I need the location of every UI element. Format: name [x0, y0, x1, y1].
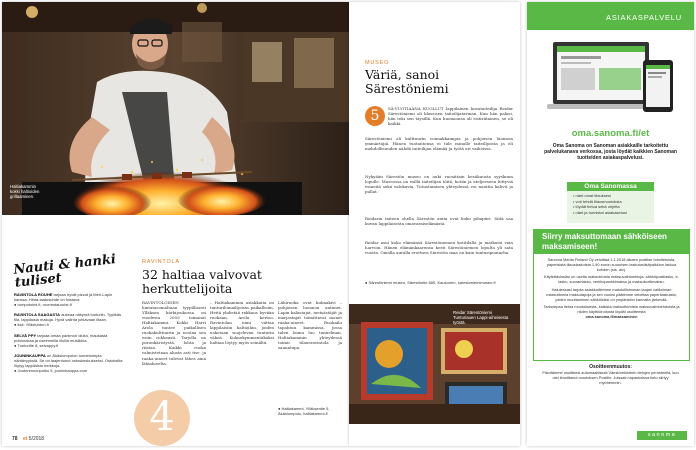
tip-head: RAVINTOLA ROUHE [14, 292, 53, 297]
issue: 5/2018 [28, 436, 45, 442]
sidebar-title: Nauti & hanki tuliset [12, 252, 117, 291]
ad-notice-header [534, 230, 689, 254]
ad-notice-body [542, 258, 681, 320]
ad-notice-title: Siirry maksuttomaan sähköiseen maksamiseen! [542, 232, 667, 251]
ad-hours-title: Osoitteenmuutos: [589, 364, 632, 370]
tip-head: JOUNINKAUPPA [14, 352, 46, 358]
ad-notice-para: Käytettävissäsi on useita maksuttomia maksuvaihtoehtoja: sähköpostilasku, e-lasku, suoramaksu, verkkopankkimaksu ja maksukorttimaksu. [544, 274, 679, 285]
number-circle [134, 390, 190, 446]
ad-feature-item: • voit tehdä tilausmuutoksia [573, 198, 622, 204]
article-title: 32 haltiaa valvovat herkuttelijoita [142, 267, 262, 296]
tip-head: RAVINTOLA SAAGASTA [14, 312, 61, 318]
tip-text: tarjoaa hyvät pizzat ja Meri-Lapin kanssa. Hinta-laatusuhde on loistava. [14, 292, 113, 303]
tip-text: on Äkäslompolon tunnetuimpia nähtävyyksiä. Se on laajentunut ostoskeskukseksi. Ostoksilta löytyy lappilaisia herkkuja. [14, 352, 123, 369]
tip-item [14, 333, 124, 348]
ad-feature-item: • löydät tietoa sekä ohjeita [573, 204, 620, 209]
photo-caption: Haltiakammin kokki haltioiden grillaaminen. [10, 184, 40, 200]
ad-feature-box [567, 182, 654, 223]
museum-body-4: Reidar asui koko elämänsä Särestöniemen kotitilalla ja matkusti vain harvoin. Hänen elämänkaarensa kesti Särestöniemen lopulta yli sata vuotta. Omalla auralla erottuva Särestön maa on kuin tunturipuutarha. [365, 240, 513, 256]
tip-item [14, 292, 124, 307]
ad-feature-item: • näet omat tilauksesi [573, 193, 611, 198]
article-credit: ● Haltiakammi, Ylläksentie 5, Äkäslompolo, haltiakammi.fi [278, 406, 330, 417]
museum-body-3: Reidarin taiteen ohella Särestön antia ovat koko pihapiiri. Siitä saa kuvan lappilaisesta omavaraiselämästä. [365, 216, 513, 227]
tip-link[interactable]: ● lisä: Yllästunturi.fi [14, 322, 49, 328]
left-page [2, 2, 349, 446]
devices-illustration [547, 40, 675, 122]
ad-description: Oma Sanoma on Sanoman asiakkaille tarkoitettu palvelukanava verkossa, josta löydät kaikkien Sanoman tuotteiden asiakaspalvelusi. [544, 143, 677, 161]
painting-caption: Reidar Särestöniemi Tunturiauen Lappi-aiheisesta työstä. [453, 310, 509, 326]
page-number: 78 [12, 436, 18, 442]
article-col-1: RAVINTOLOIDEN hintatasomaltaan tyypillisesti Ylläksen kärkijoukossa on vuodesta 2009 toiminut Haltiakammi. Kokki Harri Arola tuntee paikallisen ruokakulttuurin ja nostaa sen esiin rohkeasti. Tarjolla on poronkäristystä, lohta ja riistaa. Kaikki ruoka valmistetaan alusta asti itse, ja raaka-aineet tulevat lähes aina lähialueelta. [142, 300, 206, 366]
painting-photo [349, 304, 520, 424]
dropcap: 5 [365, 106, 385, 126]
museum-title: Väriä, sanoi Särestöniemi [365, 67, 449, 96]
tip-item [14, 353, 124, 373]
number-label: 4 [149, 394, 175, 440]
tip-head: SELVÄ PPY [14, 332, 37, 338]
chef-illustration [2, 2, 349, 215]
ad-header-title: ASIAKASPALVELU [606, 13, 682, 22]
chef-photo [2, 2, 349, 215]
tips-list [14, 292, 124, 378]
ad-header [527, 2, 694, 30]
ad-feature-title: Oma Sanomassa [567, 182, 654, 191]
ad-feature-list [573, 193, 627, 215]
ad-notice-para: Halutessasi tarjota asiakkaillemme mahdollisimman laajan valikoiman maksuttomia maksutapoja ja sen vuoksi päätimme veloittaa paperilaskuista, joiden muuttaminen sähköisiksi on ympäristön kannalta järkevää. [546, 286, 677, 302]
ad-notice-url[interactable]: oma.sanoma.fi/maksaminen [585, 313, 638, 319]
museum-section-label: MUSEO [365, 60, 390, 66]
sanoma-logo: sanoma [637, 431, 687, 440]
tip-text: tarjoaa omaa panimon oluita, maukasta pubiruokaa ja useimmilla illoilla musiikkia. [14, 332, 108, 343]
article-col-3: Lähiruoka ovat kulmakivi – pohjoisen luonnon antimet. Lapin kalastajat, metsästäjät ja marjastajat toimittavat monet raaka-aineet. Ruokailu tapahtuu kammissa, jossa tulen loimu luo tunnelman. Haltiakammin yhteydessä toimii tilausravintola ja saunatupa. [278, 300, 342, 351]
folio [12, 436, 44, 442]
tip-text: aukeaa näkymä tunturiin. Tyylikäs tila, lappilaisia makuja. Hyvä valinta juhlavaan iltaan. [14, 312, 122, 323]
magazine-name: et [22, 436, 28, 442]
ad-notice-para: Sanoma Media Finland Oy veloittaa 1.1.2018 alkaen postitse toimitetuista, paperisista tilauslaskuista 1,90 euron suuruisen laskutuslisäpalkkion laskua kohden (sis. alv). [546, 257, 677, 272]
right-page-ad [527, 2, 694, 446]
ad-hours-text: Päivitämme osoitteesi automaattisesti Väestörekisterin tietojen perusteella, kun olet ilmoittanut muutoksen Postille. Joissain tapauksissa tieto siirtyy myöhemmin. [542, 370, 679, 385]
section-label: RAVINTOLA [142, 259, 180, 265]
tip-item [14, 312, 124, 327]
ad-notice-para: Tarkempaa tietoa muutoksesta, kaikista maksuttomista maksuvaihtoehdoista ja niiden käyttöönotosta löydät osoitteesta [543, 304, 680, 315]
museum-credit: ● Särestöniemi museo, Särestöntie 880, Kaukonen, sarestoniemimuseo.fi [365, 280, 496, 285]
tip-link[interactable]: ● Joutonmoonpolku 5, jouninkauppa.com [14, 368, 88, 374]
tip-link[interactable]: ● rumpotoimi.fi, rovrrestaurohe.fi [14, 302, 72, 308]
ad-url[interactable]: oma.sanoma.fi/et [571, 128, 650, 139]
museum-lead: SÄ-VUOTIAANA KUOLLUT lappilainen kuvataiteilija Reidar Särestöniemi oli klassisen taiteilijatarinan. Kun hän palasi, hän teki sen täysillä. Kun huomionsa oli ristiriitainen, se oli kaikki. [388, 106, 513, 127]
ad-feature-item: • näet ja tunnistat asiakasetusi [573, 209, 627, 215]
museum-body-1: Särestöniemi oli kulttuurin voimakkaimpia ja pohjoisen luonnon ymmärtäjiä. Hänen tuotantonsa ei tule minulle taiteilijoista ja eli mahdollisuuden nähdä taiteilijan elämää ja työtä eri vaiheissa. [365, 136, 513, 152]
article-col-2: – Haltiakammin asiakkaita on tunturilomailijoista paikallisiin. Heitä yhdistää rakkaus hyvään ruokaan, Arola kertoo. Ravintolan nimi viittaa lappilaisiin haltioihin, joiden uskotaan suojelevan tunturin väkeä. Kolmekymmentäkaksi haltiaa löytyy myös seinältä. [210, 300, 274, 346]
middle-page [349, 2, 520, 446]
museum-body-2: Nykyään Särestön museo on auki vuosittain kesäkuusta syyskuun lopulle. Museossa on esillä taiteilijan töitä, kotiin ja ateljeeseen liittyviä esineitä sekä valokuvia. Tutustumisen yhteydessä voi nauttia kahvit ja pullat. [365, 174, 513, 195]
ad-notice-box [533, 229, 690, 361]
tip-link[interactable]: ● Tunturitie 8, selvappy.fi [14, 342, 59, 348]
